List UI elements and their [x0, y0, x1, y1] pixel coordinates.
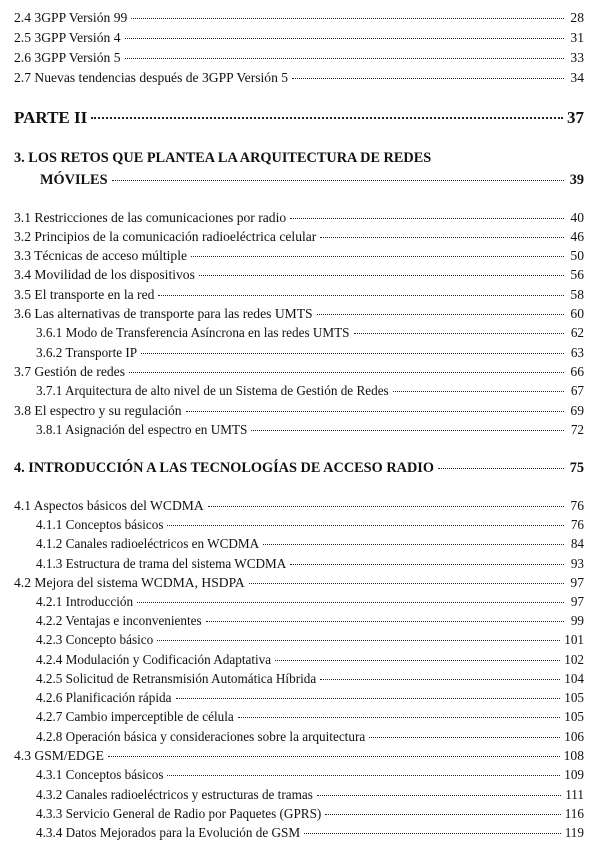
toc-entry-page: 97	[570, 575, 584, 590]
dot-leader	[141, 353, 564, 354]
toc-entry-title: 4.2.1 Introducción	[36, 594, 134, 609]
dot-leader	[167, 775, 560, 776]
toc-entry-title: 3.7.1 Arquitectura de alto nivel de un Sistema de Gestión de Redes	[36, 383, 389, 398]
dot-leader	[157, 640, 560, 641]
dot-leader	[199, 275, 564, 276]
toc-entry-title: 4.2.5 Solicitud de Retransmisión Automática Híbrida	[36, 671, 317, 686]
toc-entry-4-2-6[interactable]	[36, 690, 584, 706]
toc-part-page: 37	[567, 108, 584, 127]
toc-entry-title: 3.2 Principios de la comunicación radioeléctrica celular	[14, 229, 317, 244]
dot-leader	[208, 506, 564, 507]
dot-leader	[263, 544, 564, 545]
dot-leader	[304, 833, 561, 834]
dot-leader	[354, 333, 564, 334]
toc-entry-4-2-3[interactable]	[36, 632, 584, 648]
toc-entry-page: 31	[570, 30, 584, 45]
toc-entry-3-2[interactable]	[14, 229, 584, 245]
toc-chapter-3-title-line1[interactable]: 3. LOS RETOS QUE PLANTEA LA ARQUITECTURA DE REDES	[14, 150, 432, 166]
toc-entry-4-3-4[interactable]	[36, 825, 584, 841]
toc-entry-title: 2.4 3GPP Versión 99	[14, 10, 128, 25]
toc-entry-page: 111	[565, 787, 584, 802]
toc-chapter-title: 4. INTRODUCCIÓN A LAS TECNOLOGÍAS DE ACCESO RADIO	[14, 460, 434, 476]
toc-entry-title: 3.3 Técnicas de acceso múltiple	[14, 248, 188, 263]
toc-part-title: PARTE II	[14, 108, 88, 127]
toc-entry-title: 4.2.6 Planificación rápida	[36, 690, 172, 705]
toc-entry-3-4[interactable]	[14, 267, 584, 283]
toc-chapter-4[interactable]	[14, 460, 584, 476]
toc-entry-title: 3.4 Movilidad de los dispositivos	[14, 267, 195, 282]
toc-entry-4-1-1[interactable]	[36, 517, 584, 533]
dot-leader	[275, 660, 560, 661]
toc-entry-title: 3.8 El espectro y su regulación	[14, 403, 182, 418]
toc-entry-page: 101	[564, 632, 584, 647]
dot-leader	[167, 525, 564, 526]
toc-entry-3-6[interactable]	[14, 306, 584, 322]
toc-entry-page: 76	[570, 517, 584, 532]
toc-entry-title: 4.3.3 Servicio General de Radio por Paquetes (GPRS)	[36, 806, 322, 821]
toc-entry-title: 3.1 Restricciones de las comunicaciones por radio	[14, 210, 287, 225]
toc-entry-page: 72	[570, 422, 584, 437]
toc-entry-title: 3.5 El transporte en la red	[14, 287, 155, 302]
toc-entry-page: 105	[564, 709, 584, 724]
dot-leader	[292, 78, 564, 79]
toc-entry-4-3-1[interactable]	[36, 767, 584, 783]
dot-leader	[249, 583, 564, 584]
toc-entry-4-2-7[interactable]	[36, 709, 584, 725]
toc-entry-4-2[interactable]	[14, 575, 584, 591]
toc-chapter-page: 39	[569, 172, 584, 188]
toc-entry-4-3-2[interactable]	[36, 787, 584, 803]
toc-entry-page: 63	[570, 345, 584, 360]
toc-part-2[interactable]	[14, 110, 584, 126]
toc-entry-4-1-3[interactable]	[36, 556, 584, 572]
toc-entry-title: 4.3.2 Canales radioeléctricos y estructuras de tramas	[36, 787, 313, 802]
toc-entry-page: 40	[570, 210, 584, 225]
toc-entry-3-3[interactable]	[14, 248, 584, 264]
toc-chapter-title-line2: MÓVILES	[40, 172, 108, 188]
dot-leader	[108, 756, 560, 757]
toc-entry-page: 62	[570, 325, 584, 340]
dot-leader	[290, 564, 564, 565]
toc-entry-page: 119	[564, 825, 584, 840]
dot-leader	[91, 117, 563, 119]
toc-chapter-page: 75	[569, 460, 584, 476]
dot-leader	[290, 218, 564, 219]
toc-entry-title: 4.2.2 Ventajas e inconvenientes	[36, 613, 202, 628]
toc-entry-page: 93	[570, 556, 584, 571]
toc-entry-3-6-2[interactable]	[36, 345, 584, 361]
dot-leader	[131, 18, 564, 19]
dot-leader	[317, 795, 561, 796]
toc-entry-title: 4.2.4 Modulación y Codificación Adaptativa	[36, 652, 272, 667]
toc-entry-page: 106	[564, 729, 584, 744]
toc-entry-page: 104	[564, 671, 584, 686]
toc-entry-page: 97	[570, 594, 584, 609]
dot-leader	[125, 38, 565, 39]
toc-entry-page: 34	[570, 70, 584, 85]
toc-entry-page: 105	[564, 690, 584, 705]
toc-entry-page: 116	[564, 806, 584, 821]
toc-entry-title: 4.2.8 Operación básica y consideraciones sobre la arquitectura	[36, 729, 366, 744]
toc-entry-3-5[interactable]	[14, 287, 584, 303]
toc-entry-title: 4.1.2 Canales radioeléctricos en WCDMA	[36, 536, 260, 551]
toc-entry-page: 109	[564, 767, 584, 782]
toc-entry-3-7[interactable]	[14, 364, 584, 380]
toc-entry-3-7-1[interactable]	[36, 383, 584, 399]
toc-entry-title: 4.2.3 Concepto básico	[36, 632, 154, 647]
dot-leader	[176, 698, 561, 699]
toc-entry-page: 28	[570, 10, 584, 25]
dot-leader	[137, 602, 564, 603]
toc-entry-title: 4.3.1 Conceptos básicos	[36, 767, 164, 782]
toc-entry-4-3-3[interactable]	[36, 806, 584, 822]
toc-entry-4-2-1[interactable]	[36, 594, 584, 610]
dot-leader	[129, 372, 564, 373]
toc-entry-title: 3.7 Gestión de redes	[14, 364, 125, 379]
dot-leader	[320, 237, 564, 238]
toc-entry-page: 46	[570, 229, 584, 244]
toc-entry-page: 69	[570, 403, 584, 418]
toc-entry-4-1[interactable]	[14, 498, 584, 514]
toc-entry-page: 50	[570, 248, 584, 263]
toc-entry-title: 4.3 GSM/EDGE	[14, 748, 104, 763]
toc-entry-page: 60	[570, 306, 584, 321]
dot-leader	[206, 621, 564, 622]
toc-entry-4-1-2[interactable]	[36, 536, 584, 552]
toc-entry-2-5[interactable]	[14, 30, 584, 46]
toc-entry-title: 2.6 3GPP Versión 5	[14, 50, 121, 65]
dot-leader	[191, 256, 564, 257]
toc-entry-page: 102	[564, 652, 584, 667]
toc-entry-2-4[interactable]	[14, 10, 584, 26]
toc-entry-title: 4.1.3 Estructura de trama del sistema WCDMA	[36, 556, 287, 571]
toc-entry-title: 3.8.1 Asignación del espectro en UMTS	[36, 422, 248, 437]
toc-entry-title: 2.5 3GPP Versión 4	[14, 30, 121, 45]
dot-leader	[125, 58, 565, 59]
toc-entry-title: 4.3.4 Datos Mejorados para la Evolución de GSM	[36, 825, 301, 840]
dot-leader	[325, 814, 560, 815]
toc-entry-title: 4.2 Mejora del sistema WCDMA, HSDPA	[14, 575, 245, 590]
toc-entry-page: 99	[570, 613, 584, 628]
toc-entry-page: 66	[570, 364, 584, 379]
dot-leader	[438, 468, 564, 469]
toc-chapter-3[interactable]	[40, 172, 584, 188]
dot-leader	[369, 737, 560, 738]
toc-entry-page: 108	[563, 748, 584, 763]
dot-leader	[320, 679, 560, 680]
toc-entry-4-2-2[interactable]	[36, 613, 584, 629]
toc-entry-title: 3.6.1 Modo de Transferencia Asíncrona en las redes UMTS	[36, 325, 350, 340]
toc-entry-2-7[interactable]	[14, 70, 584, 86]
toc-entry-title: 2.7 Nuevas tendencias después de 3GPP Versión 5	[14, 70, 289, 85]
toc-entry-page: 33	[570, 50, 584, 65]
toc-entry-3-6-1[interactable]	[36, 325, 584, 341]
toc-entry-page: 76	[570, 498, 584, 513]
toc-entry-title: 4.2.7 Cambio imperceptible de célula	[36, 709, 234, 724]
toc-entry-3-8[interactable]	[14, 403, 584, 419]
toc-entry-title: 4.1 Aspectos básicos del WCDMA	[14, 498, 204, 513]
toc-entry-page: 84	[570, 536, 584, 551]
toc-entry-title: 4.1.1 Conceptos básicos	[36, 517, 164, 532]
toc-entry-4-2-8[interactable]	[36, 729, 584, 745]
toc-entry-page: 58	[570, 287, 584, 302]
toc-entry-title: 3.6 Las alternativas de transporte para las redes UMTS	[14, 306, 313, 321]
dot-leader	[238, 717, 560, 718]
toc-entry-3-1[interactable]	[14, 210, 584, 226]
toc-entry-3-8-1[interactable]	[36, 422, 584, 438]
dot-leader	[393, 391, 564, 392]
toc-entry-4-3[interactable]	[14, 748, 584, 764]
toc-entry-2-6[interactable]	[14, 50, 584, 66]
toc-entry-page: 67	[570, 383, 584, 398]
dot-leader	[112, 180, 564, 181]
toc-entry-title: 3.6.2 Transporte IP	[36, 345, 138, 360]
toc-entry-4-2-4[interactable]	[36, 652, 584, 668]
dot-leader	[186, 411, 564, 412]
dot-leader	[317, 314, 564, 315]
dot-leader	[158, 295, 564, 296]
toc-entry-page: 56	[570, 267, 584, 282]
dot-leader	[251, 430, 564, 431]
toc-entry-4-2-5[interactable]	[36, 671, 584, 687]
